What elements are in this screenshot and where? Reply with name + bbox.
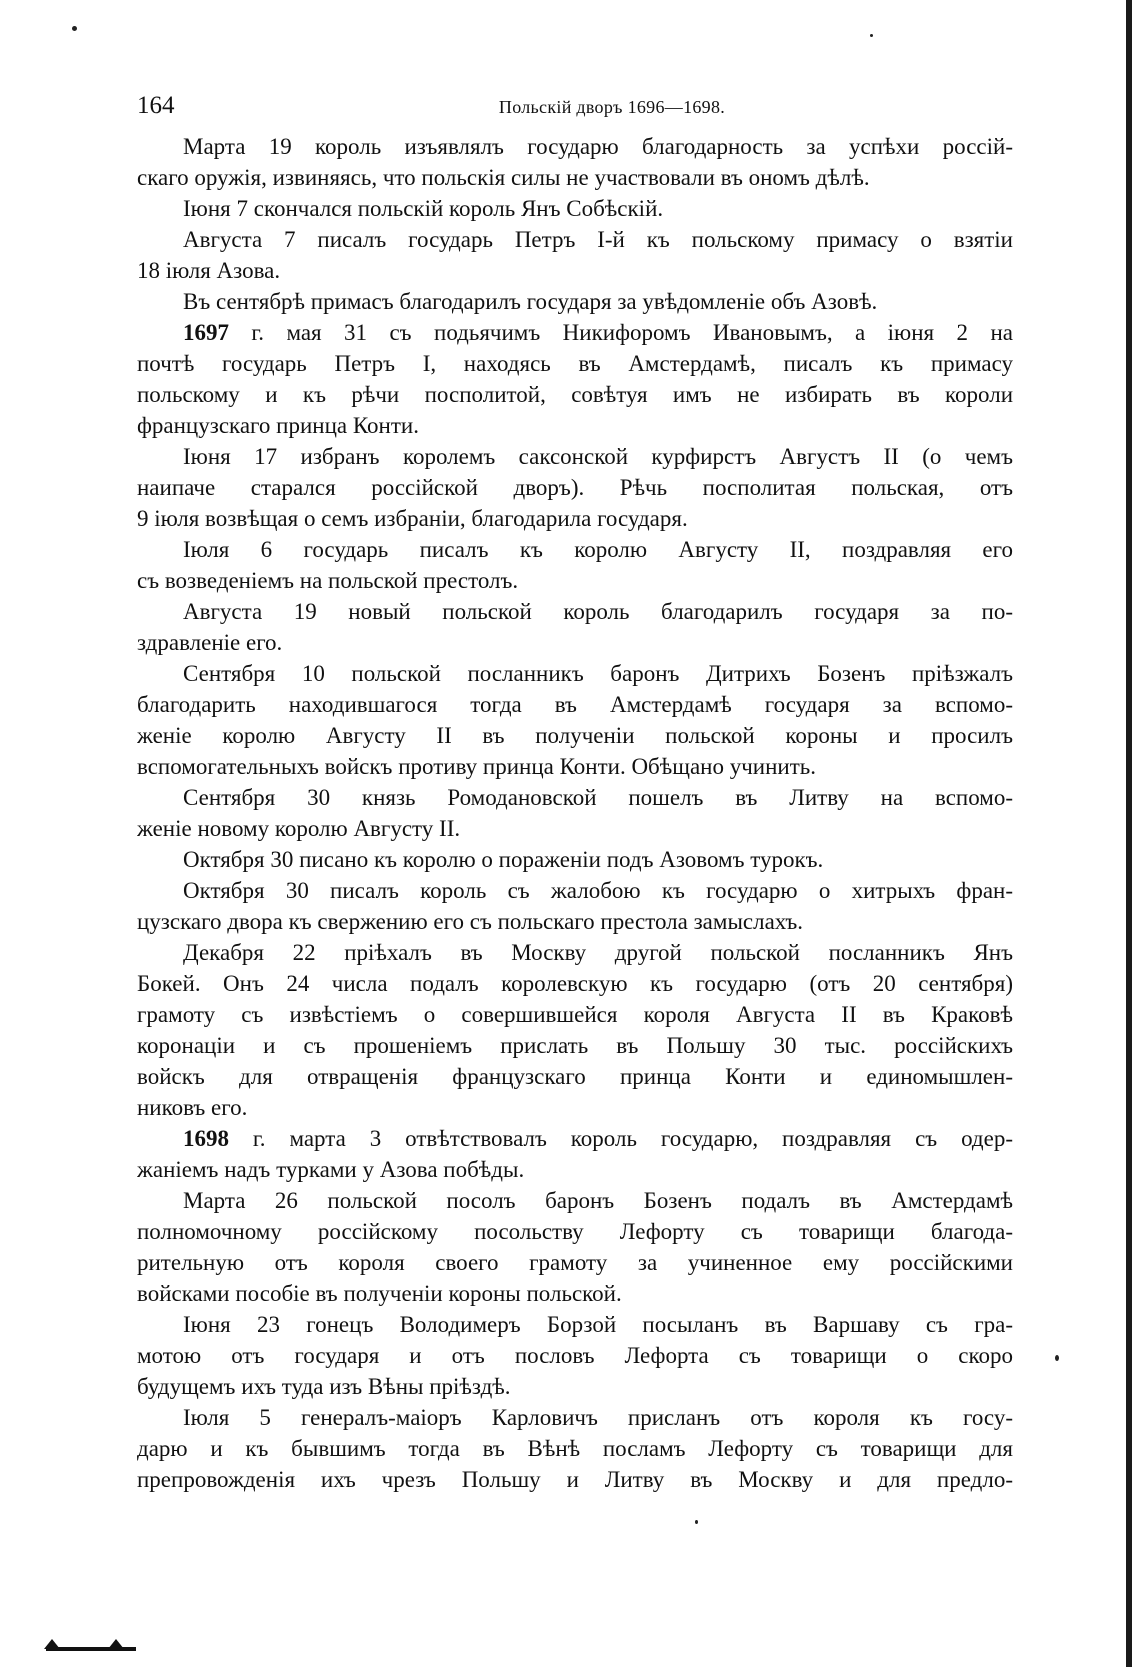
scan-speck: [695, 1520, 698, 1524]
text-line: полномочному россiйскому посольству Лефорту съ товарищи благода-: [137, 1219, 1013, 1244]
text-line: Сентября 10 польской посланникъ баронъ Дитрихъ Бозенъ прiѣзжалъ: [183, 661, 1013, 686]
text-line: никовъ его.: [137, 1095, 248, 1120]
text-line: Марта 26 польской посолъ баронъ Бозенъ подалъ въ Амстердамѣ: [183, 1188, 1013, 1213]
text-line: будущемъ ихъ туда изъ Вѣны прiѣздѣ.: [137, 1374, 511, 1399]
text-line: скаго оружiя, извиняясь, что польскiя силы не участвовали въ ономъ дѣлѣ.: [137, 165, 870, 190]
text-line: Въ сентябрѣ примасъ благодарилъ государя за увѣдомленiе объ Азовѣ.: [183, 289, 878, 314]
text-line: Декабря 22 прiѣхалъ въ Москву другой польской посланникъ Янъ: [183, 940, 1013, 965]
page-header: [137, 88, 1027, 128]
text-line: мотою отъ государя и отъ пословъ Лефорта съ товарищи о скоро: [137, 1343, 1013, 1368]
text-line: 9 iюля возвѣщая о семъ избранiи, благодарила государя.: [137, 506, 688, 531]
footer-ornament: [46, 1647, 136, 1651]
text-line: препровожденiя ихъ чрезъ Польшу и Литву въ Москву и для предло-: [137, 1467, 1013, 1492]
text-line: польскому и къ рѣчи посполитой, совѣтуя имъ не избирать въ короли: [137, 382, 1013, 407]
scan-speck: [1055, 1355, 1059, 1361]
line-text: г. мая 31 съ подьячимъ Никифоромъ Ивановымъ, а iюня 2 на: [229, 320, 1013, 345]
text-line: наипаче старался россiйской дворъ). Рѣчь посполитая польская, отъ: [137, 475, 1013, 500]
text-line: съ возведенiемъ на польской престолъ.: [137, 568, 519, 593]
text-line: почтѣ государь Петръ I, находясь въ Амстердамѣ, писалъ къ примасу: [137, 351, 1013, 376]
text-line: 18 iюля Азова.: [137, 258, 281, 283]
year-marker: 1697: [183, 320, 229, 345]
text-line: женiе королю Августу II въ полученiи польской короны и просилъ: [137, 723, 1013, 748]
text-line: Марта 19 король изъявлялъ государю благодарность за успѣхи россiй-: [183, 134, 1013, 159]
scan-speck: [72, 26, 77, 31]
text-line: французскаго принца Конти.: [137, 413, 419, 438]
text-line: грамоту съ извѣстiемъ о совершившейся короля Августа II въ Краковѣ: [137, 1002, 1013, 1027]
text-line: жанiемъ надъ турками у Азова побѣды.: [137, 1157, 525, 1182]
text-line: рительную отъ короля своего грамоту за учиненное ему россiйскими: [137, 1250, 1013, 1275]
text-line: Октября 30 писалъ король съ жалобою къ государю о хитрыхъ фран-: [183, 878, 1013, 903]
line-text: г. марта 3 отвѣтствовалъ король государю, поздравляя съ одер-: [229, 1126, 1013, 1151]
text-line: Бокей. Онъ 24 числа подалъ королевскую къ государю (отъ 20 сентября): [137, 971, 1013, 996]
text-line: здравленiе его.: [137, 630, 283, 655]
text-line: Iюля 6 государь писалъ къ королю Августу II, поздравляя его: [183, 537, 1013, 562]
text-line: благодарить находившагося тогда въ Амстердамѣ государя за вспомо-: [137, 692, 1013, 717]
text-line: дарю и къ бывшимъ тогда въ Вѣнѣ посламъ Лефорту съ товарищи для: [137, 1436, 1013, 1461]
text-line: Августа 19 новый польской король благодарилъ государя за по-: [183, 599, 1013, 624]
text-line: войсками пособiе въ полученiи короны польской.: [137, 1281, 622, 1306]
text-line: цузскаго двора къ свержению его съ польскаго престола замыслахъ.: [137, 909, 804, 934]
page-edge-shadow: [1126, 0, 1132, 1667]
text-line: Сентября 30 князь Ромодановской пошелъ въ Литву на вспомо-: [183, 785, 1013, 810]
text-line: [137, 317, 1013, 348]
page-number: 164: [137, 92, 175, 119]
text-line: Iюня 23 гонецъ Володимеръ Борзой посыланъ въ Варшаву съ гра-: [183, 1312, 1013, 1337]
text-line: Августа 7 писалъ государь Петръ I-й къ польскому примасу о взятiи: [183, 227, 1013, 252]
text-line: коронацiи и съ прошенiемъ прислать въ Польшу 30 тыс. россiйскихъ: [137, 1033, 1013, 1058]
text-line: войскъ для отвращенiя французскаго принца Конти и единомышлен-: [137, 1064, 1013, 1089]
text-line: Iюня 17 избранъ королемъ саксонской курфирстъ Августъ II (о чемъ: [183, 444, 1013, 469]
year-marker: 1698: [183, 1126, 229, 1151]
text-line: Iюня 7 скончался польскiй король Янъ Собѣскiй.: [183, 196, 664, 221]
text-line: женiе новому королю Августу II.: [137, 816, 461, 841]
scan-speck: [870, 34, 873, 37]
text-line: [137, 1123, 1013, 1154]
running-title: Польскiй дворъ 1696—1698.: [498, 97, 726, 117]
text-line: вспомогательныхъ войскъ противу принца Конти. Обѣщано учинить.: [137, 754, 817, 779]
text-line: Iюля 5 генералъ-маiоръ Карловичъ присланъ отъ короля къ госу-: [183, 1405, 1013, 1430]
text-line: Октября 30 писано къ королю о пораженiи подъ Азовомъ турокъ.: [183, 847, 824, 872]
body-text: [137, 131, 1013, 1495]
